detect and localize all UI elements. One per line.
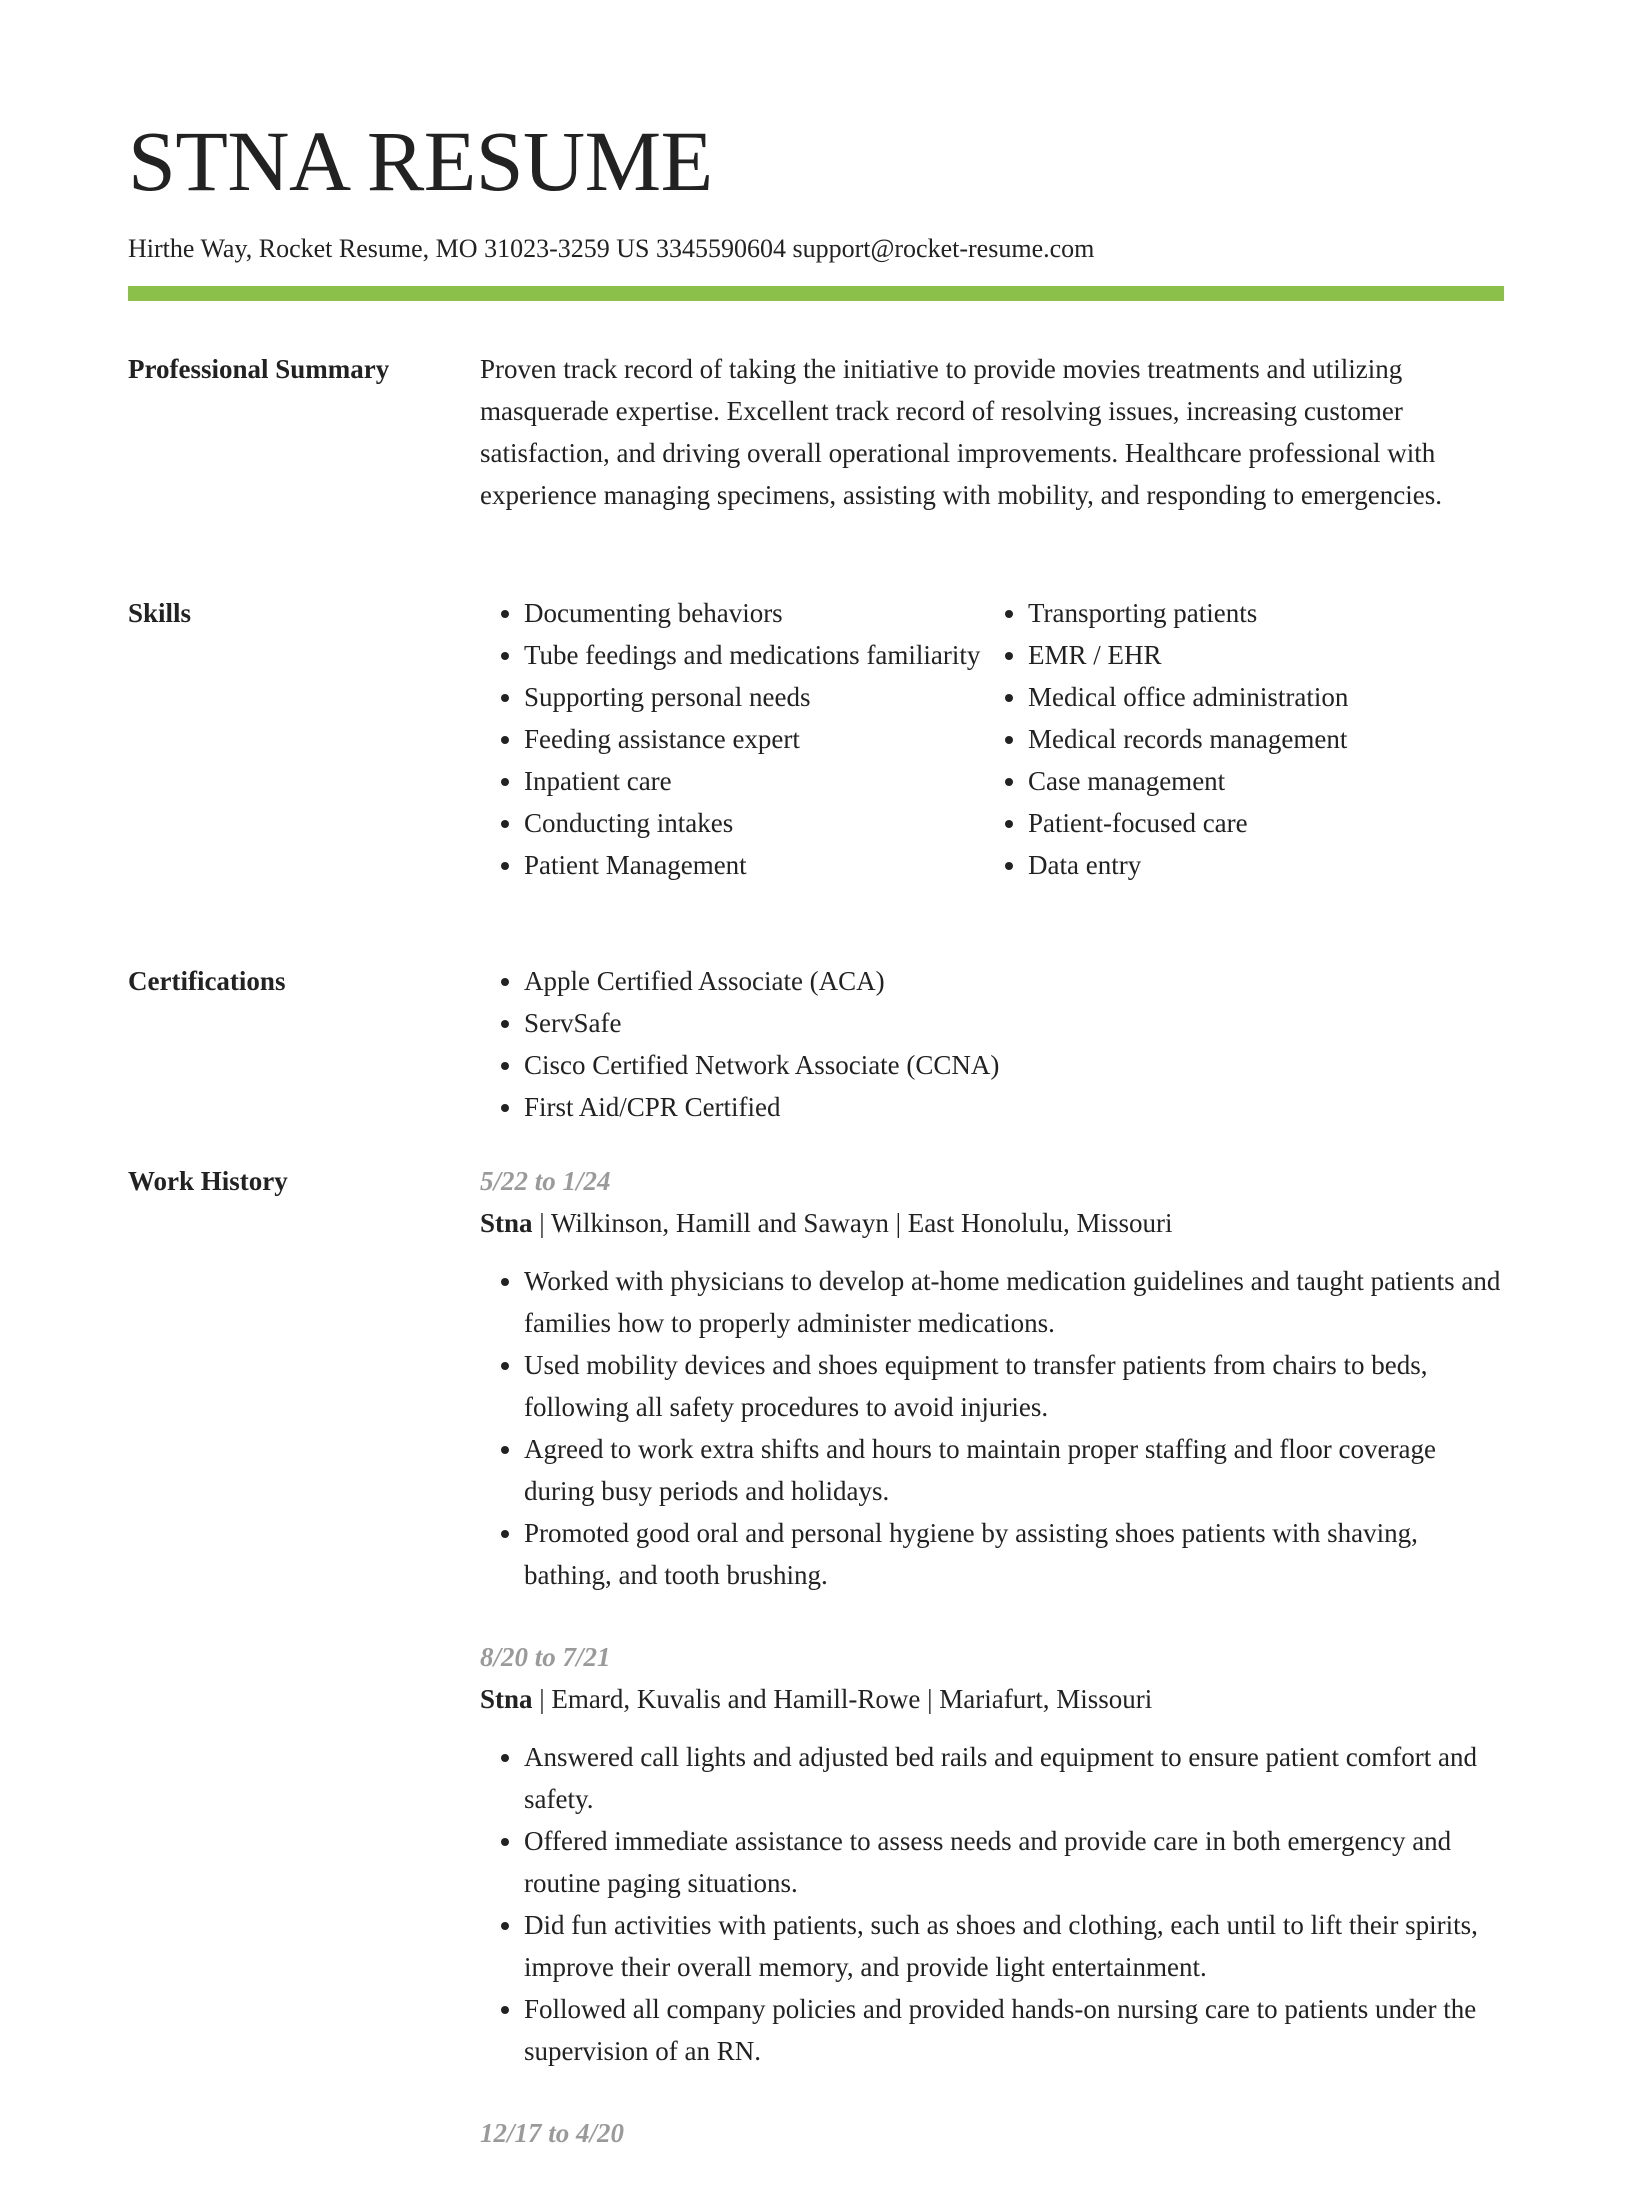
certifications-list bbox=[480, 960, 1504, 1128]
header-divider bbox=[128, 286, 1504, 301]
job-heading bbox=[480, 1678, 1504, 1720]
skill-item: • Supporting personal needs bbox=[524, 676, 984, 718]
skill-item: • Patient-focused care bbox=[1028, 802, 1488, 844]
job-bullet: • Worked with physicians to develop at-home medication guidelines and taught patients and families how to properly administer medications. bbox=[524, 1260, 1504, 1344]
job-bullets bbox=[480, 1736, 1504, 2072]
skill-item: • Data entry bbox=[1028, 844, 1488, 886]
job-bullet: • Followed all company policies and provided hands-on nursing care to patients under the supervision of an RN. bbox=[524, 1988, 1504, 2072]
summary-label: Professional Summary bbox=[128, 354, 390, 384]
job-bullet: • Used mobility devices and shoes equipment to transfer patients from chairs to beds, following all safety procedures to avoid injuries. bbox=[524, 1344, 1504, 1428]
job-heading bbox=[480, 1202, 1504, 1244]
job-dates: 5/22 to 1/24 bbox=[480, 1166, 611, 1196]
skill-item: • Case management bbox=[1028, 760, 1488, 802]
certifications-label: Certifications bbox=[128, 966, 286, 996]
skill-item: • Inpatient care bbox=[524, 760, 984, 802]
certification-item: • Apple Certified Associate (ACA) bbox=[524, 960, 1504, 1002]
job-bullet: • Answered call lights and adjusted bed rails and equipment to ensure patient comfort and safety. bbox=[524, 1736, 1504, 1820]
summary-text: Proven track record of taking the initiative to provide movies treatments and utilizing masquerade expertise. Excellent track record of resolving issues, increasing customer satisfaction, and driving overall operational improvements. Healthcare professional with experience managing specimens, assisting with mobility, and responding to emergencies. bbox=[480, 354, 1443, 510]
skill-item: • Transporting patients bbox=[1028, 592, 1488, 634]
contact-line: Hirthe Way, Rocket Resume, MO 31023-3259 US 3345590604 support@rocket-resume.com bbox=[128, 234, 1095, 263]
skills-list-left bbox=[480, 592, 984, 886]
skill-item: • Documenting behaviors bbox=[524, 592, 984, 634]
job-bullet: • Agreed to work extra shifts and hours to maintain proper staffing and floor coverage during busy periods and holidays. bbox=[524, 1428, 1504, 1512]
work-history-label: Work History bbox=[128, 1166, 288, 1196]
skills-label: Skills bbox=[128, 598, 192, 628]
job-title: Stna bbox=[480, 1684, 533, 1714]
skill-item: • Medical office administration bbox=[1028, 676, 1488, 718]
skill-item: • Tube feedings and medications familiarity bbox=[524, 634, 984, 676]
skill-item: • Medical records management bbox=[1028, 718, 1488, 760]
certification-item: • Cisco Certified Network Associate (CCNA) bbox=[524, 1044, 1504, 1086]
job-bullet: • Promoted good oral and personal hygiene by assisting shoes patients with shaving, bathing, and tooth brushing. bbox=[524, 1512, 1504, 1596]
job-details: | Wilkinson, Hamill and Sawayn | East Honolulu, Missouri bbox=[532, 1208, 1173, 1238]
job-dates: 8/20 to 7/21 bbox=[480, 1642, 611, 1672]
job-entry bbox=[480, 2112, 1504, 2154]
job-title: Stna bbox=[480, 1208, 533, 1238]
skill-item: • Patient Management bbox=[524, 844, 984, 886]
job-entry bbox=[480, 1636, 1504, 2072]
certification-item: • First Aid/CPR Certified bbox=[524, 1086, 1504, 1128]
certification-item: • ServSafe bbox=[524, 1002, 1504, 1044]
job-entry bbox=[480, 1160, 1504, 1596]
job-details: | Emard, Kuvalis and Hamill-Rowe | Mariafurt, Missouri bbox=[532, 1684, 1153, 1714]
job-bullet: • Did fun activities with patients, such as shoes and clothing, each until to lift their spirits, improve their overall memory, and provide light entertainment. bbox=[524, 1904, 1504, 1988]
skill-item: • Conducting intakes bbox=[524, 802, 984, 844]
resume-title: STNA RESUME bbox=[128, 113, 713, 209]
skills-list-right bbox=[984, 592, 1488, 886]
job-bullets bbox=[480, 1260, 1504, 1596]
skill-item: • EMR / EHR bbox=[1028, 634, 1488, 676]
skill-item: • Feeding assistance expert bbox=[524, 718, 984, 760]
job-bullet: • Offered immediate assistance to assess needs and provide care in both emergency and routine paging situations. bbox=[524, 1820, 1504, 1904]
job-dates: 12/17 to 4/20 bbox=[480, 2118, 625, 2148]
